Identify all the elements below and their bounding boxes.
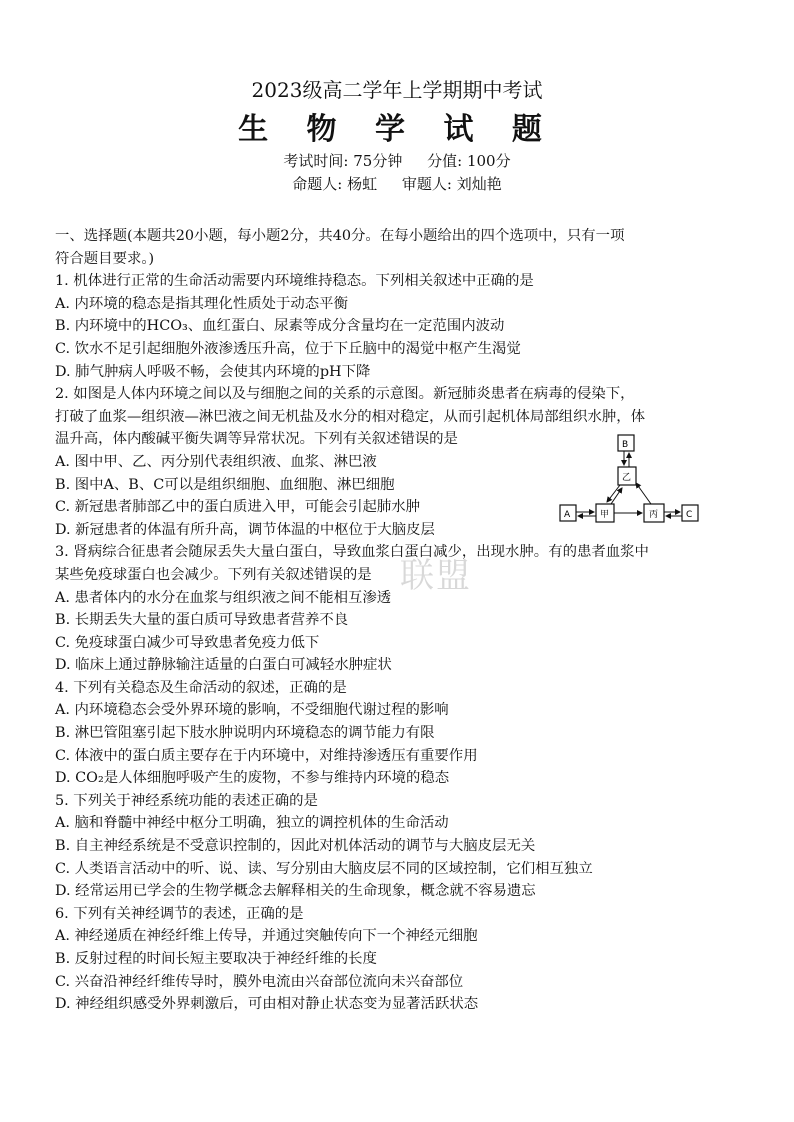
option-d: D. 肺气肿病人呼吸不畅，会使其内环境的pH下降 xyxy=(55,363,371,380)
question-stem: 4. 下列有关稳态及生命活动的叙述，正确的是 xyxy=(55,679,347,696)
question-stem: 2. 如图是人体内环境之间以及与细胞之间的关系的示意图。新冠肺炎患者在病毒的侵染下， xyxy=(55,386,635,403)
option-a: A. 脑和脊髓中神经中枢分工明确，独立的调控机体的生命活动 xyxy=(55,815,449,832)
option-a: A. 内环境的稳态是指其理化性质处于动态平衡 xyxy=(55,295,348,312)
option-c: C. 兴奋沿神经纤维传导时，膜外电流由兴奋部位流向未兴奋部位 xyxy=(55,973,464,990)
option-c: C. 饮水不足引起细胞外液渗透压升高，位于下丘脑中的渴觉中枢产生渴觉 xyxy=(55,340,521,357)
question-1 xyxy=(55,270,745,383)
exam-meta-time-score xyxy=(0,150,794,171)
diagram-label-a: A xyxy=(564,510,571,520)
option-d: D. 新冠患者的体温有所升高，调节体温的中枢位于大脑皮层 xyxy=(55,521,435,538)
option-c: C. 人类语言活动中的听、说、读、写分别由大脑皮层不同的区域控制，它们相互独立 xyxy=(55,860,593,877)
diagram-label-c: C xyxy=(686,510,693,520)
question-stem: 5. 下列关于神经系统功能的表述正确的是 xyxy=(55,792,318,809)
option-b: B. 内环境中的HCO₃、血红蛋白、尿素等成分含量均在一定范围内波动 xyxy=(55,318,505,335)
question-stem: 打破了血浆—组织液—淋巴液之间无机盐及水分的相对稳定，从而引起机体局部组织水肿，体 xyxy=(55,408,646,425)
option-a: A. 内环境稳态会受外界环境的影响，不受细胞代谢过程的影响 xyxy=(55,702,449,719)
question-stem: 某些免疫球蛋白也会减少。下列有关叙述错误的是 xyxy=(55,566,372,583)
option-b: B. 淋巴管阻塞引起下肢水肿说明内环境稳态的调节能力有限 xyxy=(55,725,435,742)
diagram-label-b: B xyxy=(622,440,629,450)
option-c: C. 新冠患者肺部乙中的蛋白质进入甲，可能会引起肺水肿 xyxy=(55,499,421,516)
question-stem: 温升高，体内酸碱平衡失调等异常状况。下列有关叙述错误的是 xyxy=(55,431,458,448)
option-d: D. CO₂是人体细胞呼吸产生的废物，不参与维持内环境的稳态 xyxy=(55,770,450,787)
exam-reviewer: 审题人: 刘灿艳 xyxy=(401,175,502,193)
option-d: D. 经常运用已学会的生物学概念去解释相关的生命现象，概念就不容易遗忘 xyxy=(55,883,536,900)
question-stem: 6. 下列有关神经调节的表述，正确的是 xyxy=(55,905,304,922)
option-a: A. 患者体内的水分在血浆与组织液之间不能相互渗透 xyxy=(55,589,392,606)
question-content xyxy=(55,225,745,1016)
subject-title: 生 物 学 试 题 xyxy=(238,112,556,147)
option-d: D. 临床上通过静脉输注适量的白蛋白可减轻水肿症状 xyxy=(55,657,392,674)
question-stem: 1. 机体进行正常的生命活动需要内环境维持稳态。下列相关叙述中正确的是 xyxy=(55,273,534,290)
option-b: B. 图中A、B、C可以是组织细胞、血细胞、淋巴细胞 xyxy=(55,476,395,493)
diagram-label-bing: 丙 xyxy=(649,510,659,520)
option-d: D. 神经组织感受外界刺激后，可由相对静止状态变为显著活跃状态 xyxy=(55,996,479,1013)
option-a: A. 神经递质在神经纤维上传导，并通过突触传向下一个神经元细胞 xyxy=(55,928,478,945)
exam-score: 分值: 100分 xyxy=(427,152,511,170)
exam-title: 2023级高二学年上学期期中考试 xyxy=(251,78,543,102)
question-stem: 3. 肾病综合征患者会随尿丢失大量白蛋白，导致血浆白蛋白减少，出现水肿。有的患者血浆中 xyxy=(55,544,649,561)
question-6 xyxy=(55,903,745,1016)
question-4 xyxy=(55,677,745,790)
exam-author: 命题人: 杨虹 xyxy=(292,175,378,193)
section-intro-line-1: 一、选择题(本题共20小题，每小题2分，共40分。在每小题给出的四个选项中，只有一项 xyxy=(55,228,625,244)
option-b: B. 长期丢失大量的蛋白质可导致患者营养不良 xyxy=(55,612,349,629)
question-5 xyxy=(55,790,745,903)
section-intro-line-2: 符合题目要求。) xyxy=(55,250,155,267)
option-c: C. 免疫球蛋白减少可导致患者免疫力低下 xyxy=(55,634,320,651)
option-a: A. 图中甲、乙、丙分别代表组织液、血浆、淋巴液 xyxy=(55,453,377,470)
option-c: C. 体液中的蛋白质主要存在于内环境中，对维持渗透压有重要作用 xyxy=(55,747,478,764)
exam-meta-authors xyxy=(0,173,794,194)
arrow-bing-to-yi xyxy=(636,483,651,504)
option-b: B. 反射过程的时间长短主要取决于神经纤维的长度 xyxy=(55,951,377,967)
diagram-label-jia: 甲 xyxy=(600,510,610,520)
watermark: 联盟 xyxy=(400,556,472,596)
exam-time: 考试时间: 75分钟 xyxy=(283,152,403,170)
option-b: B. 自主神经系统是不受意识控制的，因此对机体活动的调节与大脑皮层无关 xyxy=(55,838,536,855)
body-fluid-diagram xyxy=(558,433,708,528)
diagram-label-yi: 乙 xyxy=(622,473,632,483)
